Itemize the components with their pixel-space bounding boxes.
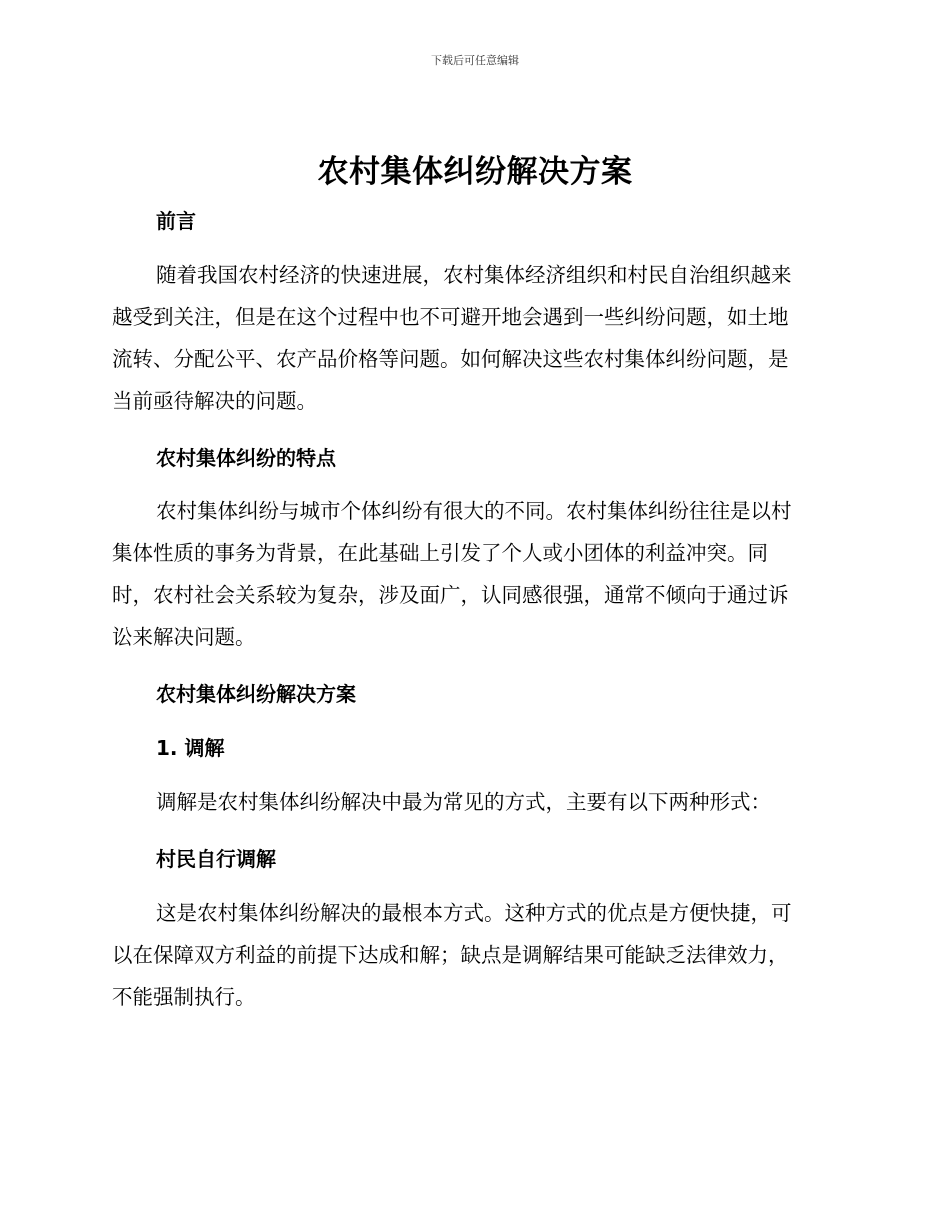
paragraph-line: 这是农村集体纠纷解决的最根本方式。这种方式的优点是方便快捷，可 bbox=[156, 901, 792, 925]
paragraph-line: 以在保障双方利益的前提下达成和解；缺点是调解结果可能缺乏法律效力， bbox=[112, 943, 789, 967]
paragraph-line: 不能强制执行。 bbox=[112, 985, 256, 1009]
paragraph-line: 集体性质的事务为背景，在此基础上引发了个人或小团体的利益冲突。同 bbox=[112, 541, 768, 565]
paragraph-line: 农村集体纠纷与城市个体纠纷有很大的不同。农村集体纠纷往往是以村 bbox=[156, 499, 792, 523]
paragraph-line: 随着我国农村经济的快速进展，农村集体经济组织和村民自治组织越来 bbox=[156, 263, 792, 287]
heading-mediation: 1. 调解 bbox=[156, 736, 225, 760]
paragraph-line: 调解是农村集体纠纷解决中最为常见的方式，主要有以下两种形式： bbox=[156, 790, 771, 814]
paragraph-line: 时，农村社会关系较为复杂，涉及面广，认同感很强，通常不倾向于通过诉 bbox=[112, 583, 789, 607]
heading-features: 农村集体纠纷的特点 bbox=[156, 446, 336, 470]
paragraph-line: 当前亟待解决的问题。 bbox=[112, 389, 317, 413]
paragraph-line: 流转、分配公平、农产品价格等问题。如何解决这些农村集体纠纷问题，是 bbox=[112, 347, 789, 371]
paragraph-preface bbox=[112, 254, 832, 422]
heading-solutions: 农村集体纠纷解决方案 bbox=[156, 682, 356, 706]
heading-preface: 前言 bbox=[156, 209, 196, 233]
heading-self-mediation: 村民自行调解 bbox=[156, 847, 276, 871]
document-title: 农村集体纠纷解决方案 bbox=[317, 154, 633, 190]
paragraph-mediation bbox=[112, 781, 832, 823]
paragraph-line: 越受到关注，但是在这个过程中也不可避开地会遇到一些纠纷问题，如土地 bbox=[112, 305, 789, 329]
paragraph-line: 讼来解决问题。 bbox=[112, 625, 256, 649]
page-header-note: 下载后可任意编辑 bbox=[431, 54, 519, 67]
paragraph-self-mediation bbox=[112, 892, 832, 1018]
paragraph-features bbox=[112, 490, 832, 658]
